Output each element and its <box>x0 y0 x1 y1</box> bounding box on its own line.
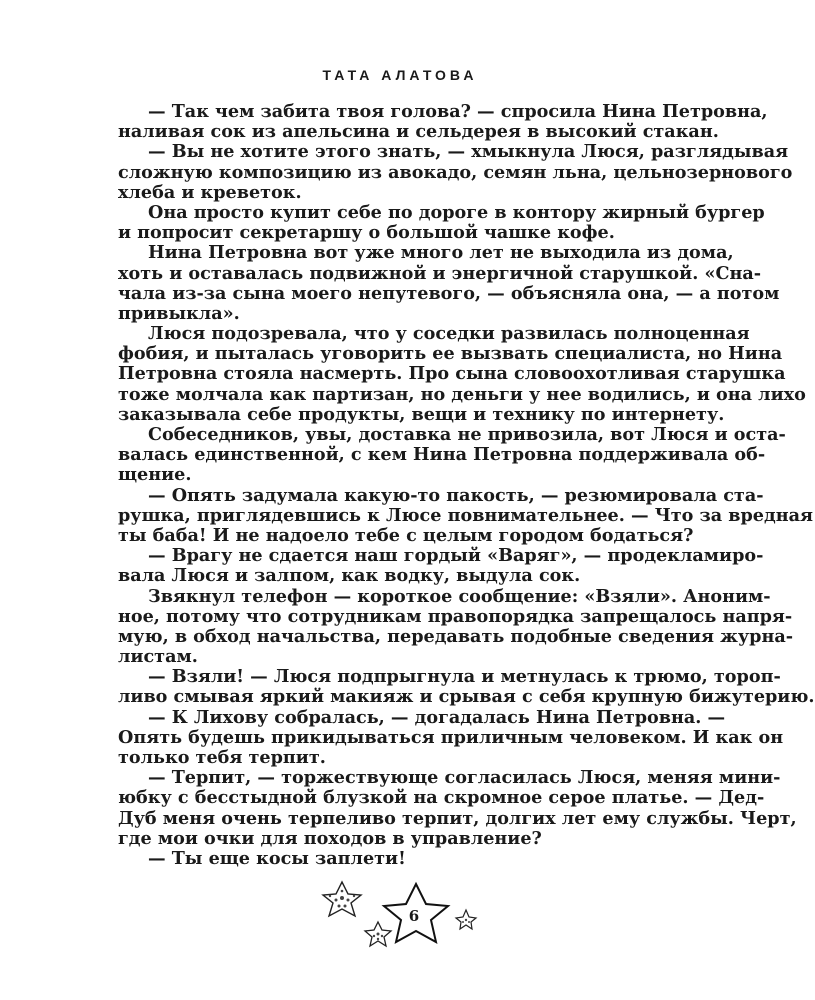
text-line: рушка, приглядевшись к Люсе повнимательнее. — Что за вредная <box>118 504 814 526</box>
text-line: — К Лихову собралась, — догадалась Нина Петровна. — <box>148 706 726 728</box>
text-line: — Врагу не сдается наш гордый «Варяг», — продекламиро- <box>148 545 764 567</box>
text-line: Петровна стояла насмерть. Про сына словоохотливая старушка <box>118 363 786 385</box>
text-line: валась единственной, с кем Нина Петровна поддерживала об- <box>118 444 766 466</box>
text-line: — Терпит, — торжествующе согласилась Люся, меняя мини- <box>148 767 781 789</box>
text-line: ливо смывая яркий макияж и срывая с себя крупную бижутерию. <box>118 686 815 708</box>
text-line: юбку с бесстыдной блузкой на скромное серое платье. — Дед- <box>118 787 765 809</box>
text-line: ты баба! И не надоело тебе с целым городом бодаться? <box>118 524 694 546</box>
text-line: ное, потому что сотрудникам правопорядка запрещалось напря- <box>118 605 793 627</box>
text-line: сложную композицию из авокадо, семян льна, цельнозернового <box>118 161 793 183</box>
text-line: Нина Петровна вот уже много лет не выходила из дома, <box>148 242 734 264</box>
text-line: фобия, и пыталась уговорить ее вызвать специалиста, но Нина <box>118 343 783 365</box>
patterned-star-icon <box>323 882 361 916</box>
text-line: чала из-за сына моего непутевого, — объясняла она, — а потом <box>118 282 780 304</box>
text-line: — Взяли! — Люся подпрыгнула и метнулась к трюмо, тороп- <box>148 666 781 688</box>
text-line: Люся подозревала, что у соседки развилась полноценная <box>148 323 750 345</box>
running-head-author: ТАТА АЛАТОВА <box>322 67 478 83</box>
text-line: привыкла». <box>118 302 240 324</box>
text-line: хоть и оставалась подвижной и энергичной старушкой. «Сна- <box>118 262 762 284</box>
text-line: тоже молчала как партизан, но деньги у нее водились, и она лихо <box>118 383 806 405</box>
text-line: Опять будешь прикидываться приличным человеком. И как он <box>118 726 784 748</box>
text-line: щение. <box>118 464 192 486</box>
text-line: Дуб меня очень терпеливо терпит, долгих лет ему службы. Черт, <box>118 807 797 829</box>
text-line: Собеседников, увы, доставка не привозила, вот Люся и оста- <box>148 424 786 445</box>
text-line: — Опять задумала какую-то пакость, — резюмировала ста- <box>148 484 764 506</box>
body-text <box>118 101 815 869</box>
text-line: — Так чем забита твоя голова? — спросила Нина Петровна, <box>148 101 768 122</box>
text-line: хлеба и креветок. <box>118 181 302 203</box>
text-line: заказывала себе продукты, вещи и технику по интернету. <box>118 403 725 425</box>
text-line: только тебя терпит. <box>118 747 326 768</box>
text-line: вала Люся и залпом, как водку, выдула сок. <box>118 565 581 587</box>
patterned-star-icon <box>365 922 391 946</box>
text-line: и попросит секретаршу о большой чашке кофе. <box>118 222 615 244</box>
text-line: — Ты еще косы заплети! <box>148 847 406 869</box>
text-line: — Вы не хотите этого знать, — хмыкнула Люся, разглядывая <box>148 141 789 163</box>
text-line: мую, в обход начальства, передавать подобные сведения журна- <box>118 625 794 647</box>
page-number-ornament <box>320 880 490 960</box>
page-number: 6 <box>408 907 420 925</box>
text-line: листам. <box>118 646 198 668</box>
text-line: наливая сок из апельсина и сельдерея в высокий стакан. <box>118 121 719 143</box>
text-line: где мои очки для походов в управление? <box>118 827 542 849</box>
text-line: Она просто купит себе по дороге в контору жирный бургер <box>148 201 765 223</box>
patterned-star-icon <box>456 910 476 929</box>
text-line: Звякнул телефон — короткое сообщение: «Взяли». Аноним- <box>148 585 771 607</box>
